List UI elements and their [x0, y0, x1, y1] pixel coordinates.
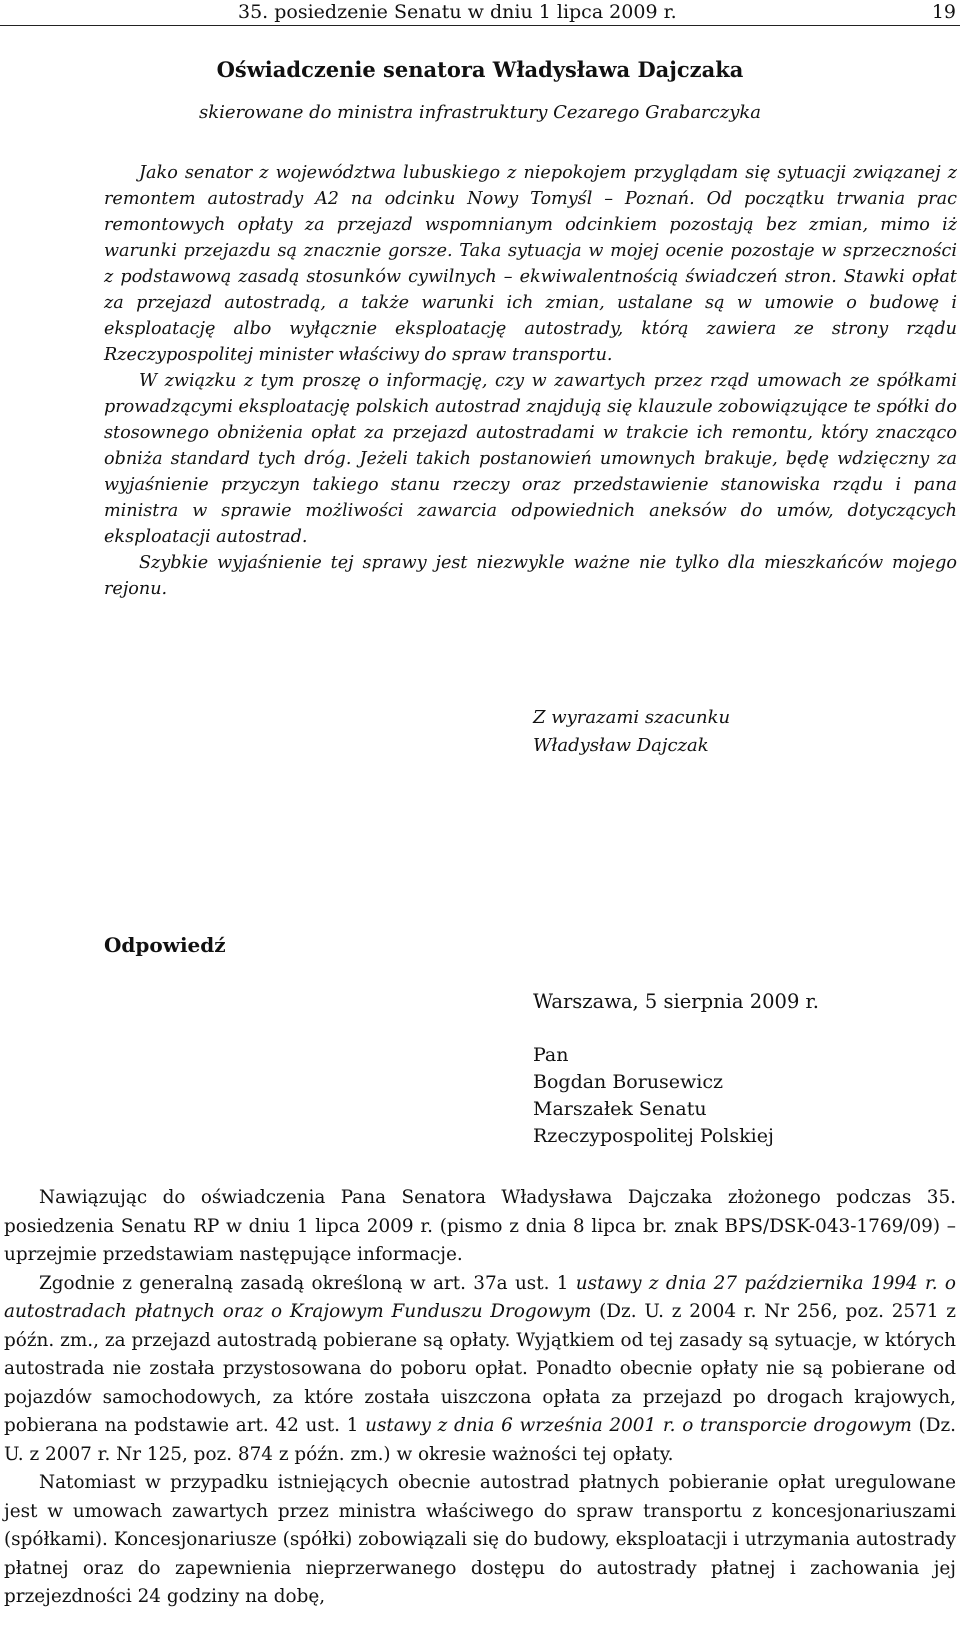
reply-heading: Odpowiedź — [104, 933, 226, 957]
reply-body — [4, 1184, 956, 1612]
signature-name: Władysław Dajczak — [533, 735, 709, 756]
closing-formula: Z wyrazami szacunku — [533, 707, 731, 728]
reply-paragraph — [4, 1270, 956, 1470]
statement-subtitle: skierowane do ministra infrastruktury Cezarego Grabarczyka — [198, 102, 762, 123]
header-divider — [0, 25, 960, 26]
reply-paragraph: Natomiast w przypadku istniejących obecnie autostrad płatnych pobieranie opłat uregulowane jest w umowach zawartych przez ministra właściwego do spraw transportu z koncesjonariuszami (spółkami). Koncesjonariusze (spółki) zobowiązali się do budowy, eksploatacji i utrzymania autostrady płatnej oraz do zapewnienia nieprzerwanego dostępu do autostrady płatnej i zachowania jej przejezdności 24 godziny na dobę, — [4, 1472, 956, 1607]
statement-paragraph: W związku z tym proszę o informację, czy w zawartych przez rząd umowach ze spółkami prowadzącymi eksploatację polskich autostrad znajdują się klauzule zobowiązujące te spółki do stosownego obniżenia opłat za przejazd autostradami w trakcie ich remontu, który znacząco obniża standard tych dróg. Jeżeli takich postanowień umownych brakuje, będę wdzięczny za wyjaśnienie przyczyn takiego stanu rzeczy oraz przedstawienie stanowiska rządu i pana ministra w sprawie możliwości zawarcia odpowiednich aneksów do umów, dotyczących eksploatacji autostrad. — [104, 371, 957, 547]
header-title: 35. posiedzenie Senatu w dniu 1 lipca 2009 r. — [238, 1, 677, 23]
law-citation: ustawy z dnia 6 września 2001 r. o transporcie drogowym — [365, 1415, 912, 1436]
statement-paragraph: Jako senator z województwa lubuskiego z niepokojem przyglądam się sytuacji związanej z remontem autostrady A2 na odcinku Nowy Tomyśl – Poznań. Od początku trwania prac remontowych opłaty za przejazd wspomnianym odcinkiem pozostają bez zmian, mimo iż warunki przejazdu są znacznie gorsze. Taka sytuacja w mojej ocenie pozostaje w sprzeczności z podstawową zasadą stosunków cywilnych – ekwiwalentnością świadczeń stron. Stawki opłat za przejazd autostradą, a także warunki ich zmian, ustalane są w umowie o budowę i eksploatację albo wyłącznie eksploatację autostrady, którą zawiera ze strony rządu Rzeczypospolitej minister właściwy do spraw transportu. — [104, 163, 957, 365]
page-number: 19 — [931, 1, 956, 23]
statement-paragraph: Szybkie wyjaśnienie tej sprawy jest niezwykle ważne nie tylko dla mieszkańców mojego rejonu. — [104, 553, 957, 599]
running-header — [0, 0, 960, 24]
reply-text: (Dz. U. z 2004 r. Nr 256, poz. 2571 z późn. zm., za przejazd autostradą pobierane są opłaty. Wyjątkiem od tej zasady są sytuacje, w których autostrada nie została przystosowana do poboru opłat. Ponadto obecnie opłaty nie są pobierane od pojazdów samochodowych, za które została uiszczona opłata za przejazd po drogach krajowych, pobierana na podstawie art. 42 ust. 1 — [4, 1301, 956, 1436]
address-line: Pan — [533, 1044, 569, 1066]
statement-body — [104, 160, 957, 602]
law-citation: ustawy z dnia 27 października 1994 r. o autostradach płatnych oraz o Krajowym Funduszu Drogowym — [4, 1272, 957, 1322]
reply-paragraph: Nawiązując do oświadczenia Pana Senatora Władysława Dajczaka złożonego podczas 35. posiedzenia Senatu RP w dniu 1 lipca 2009 r. (pismo z dnia 8 lipca br. znak BPS/DSK-043-1769/09) – uprzejmie przedstawiam następujące informacje. — [4, 1187, 956, 1265]
address-line: Bogdan Borusewicz — [533, 1071, 724, 1093]
reply-address-block — [533, 1042, 774, 1150]
reply-text: Zgodnie z generalną zasadą określoną w art. 37a ust. 1 — [39, 1272, 576, 1294]
reply-text: (Dz. U. z 2007 r. Nr 125, poz. 874 z późn. zm.) w okresie ważności tej opłaty. — [4, 1415, 956, 1465]
statement-title: Oświadczenie senatora Władysława Dajczaka — [216, 57, 744, 82]
reply-date: Warszawa, 5 sierpnia 2009 r. — [533, 990, 819, 1013]
address-line: Marszałek Senatu — [533, 1098, 707, 1120]
statement-signature-block — [533, 704, 933, 760]
address-line: Rzeczypospolitej Polskiej — [533, 1125, 774, 1147]
